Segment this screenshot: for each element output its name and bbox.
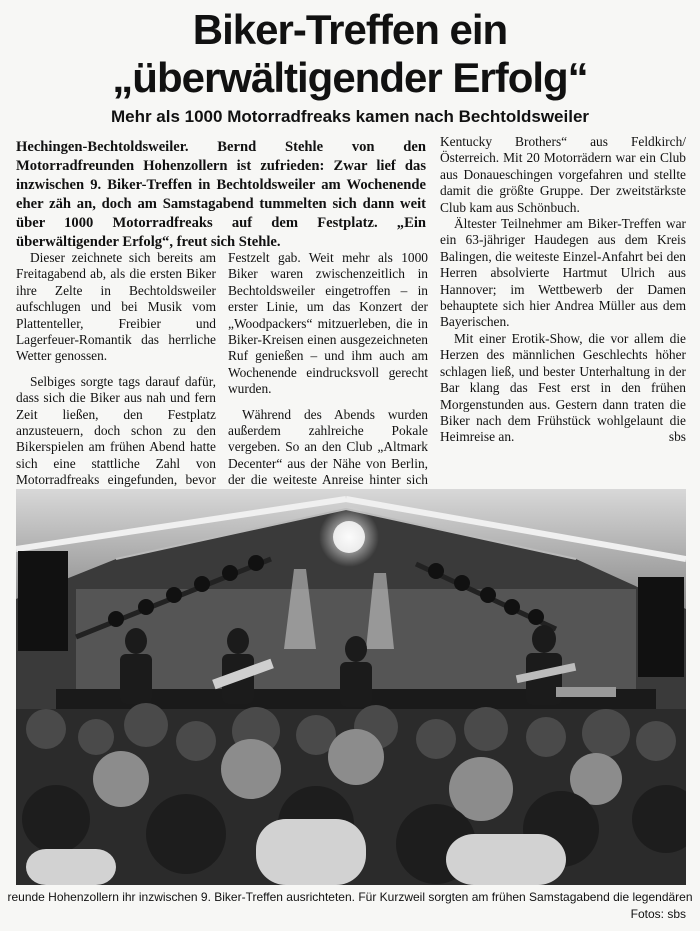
author-signature: sbs [668,429,686,445]
lead-paragraph: Hechingen-Bechtoldsweiler. Bernd Stehle von den Motorradfreunden Hohenzollern ist zufrieden: Zwar lief das inzwischen 9. Biker-Treffen in Bechtoldsweiler am Wochenende eher zäh an, doch am Samstagabend tummelten sich dann weit über 1000 Motorradfreaks auf dem Festplatz. „Ein überwältigender Erfolg“, freut sich Stehle. [16,139,426,250]
photo-caption: reunde Hohenzollern ihr inzwischen 9. Biker-Treffen ausrichteten. Für Kurzweil sorgten am frühen Samstagabend die legendären [7,890,693,904]
article-column-2 [228,250,428,522]
column1-paragraph-2: Selbiges sorgte tags darauf dafür, dass sich die Biker aus nah und fern Zeit ließen, den Festplatz anzusteuern, doch schon zu den Bikerspielen am frühen Abend hatte sich eine stattliche Zahl von Motorradfreaks eingefunden, bevor [16,373,216,488]
headline-line-1: Biker-Treffen ein [192,6,508,53]
column3-paragraph-3 [440,331,686,446]
column3-paragraph-2: Ältester Teilnehmer am Biker-Treffen war ein 63-jähriger Haudegen aus dem Kreis Balingen, die weiteste Einzel-Anfahrt bei den Herren absolvierte Hartmut Ulrich aus Hannover; im Wettbewerb der Damen behauptete sich hier Andrea Müller aus dem Bayerischen. [440,216,686,330]
concert-photo-illustration [16,489,686,885]
article-column-1 [16,250,216,522]
concert-photo [16,489,686,885]
column3-paragraph-1: Kentucky Brothers“ aus Feldkirch/Österreich. Mit 20 Motorrädern war ein Club aus Donaueschingen vorgefahren und stellte damit die größte Gruppe. Der zweitstärkste Club kam aus Schönbuch. [440,134,686,215]
column2-paragraph-2: Während des Abends wurden außerdem zahlreiche Pokale vergeben. So an den Club „Altmark Decenter“ aus der Nähe von Berlin, der die weiteste Anreise hinter sich [228,406,428,488]
headline-line-2: „überwältigender Erfolg“ [112,54,588,101]
subheadline: Mehr als 1000 Motorradfreaks kamen nach Bechtoldsweiler [110,107,590,126]
photo-credit: Fotos: sbs [630,907,686,921]
column1-paragraph-1: Dieser zeichnete sich bereits am Freitagabend ab, als die ersten Biker ihre Zelte in Bechtoldsweiler aufschlugen und bei Musik vom Plattenteller, Freibier und Lagerfeuer-Romantik das herrliche Wetter genossen. [16,250,216,364]
column2-paragraph-1: Festzelt gab. Weit mehr als 1000 Biker waren zwischenzeitlich in Bechtoldsweiler eingetroffen – in erster Linie, um das Konzert der „Woodpackers“ mitzuerleben, die in Biker-Kreisen einen ausgezeichneten Ruf genießen – und ihm auch am Wochenende eindrucksvoll gerecht wurden. [228,250,428,397]
article-column-3 [440,134,686,446]
column3-paragraph-3-text: Mit einer Erotik-Show, die vor allem die Herzen des männlichen Geschlechts höher schlagen ließ, und bester Unterhaltung in der Bar klang das Fest erst in den frühen Morgenstunden aus. Gestern dann traten die Biker nach dem Frühstück wohlgelaunt die Heimreise an. [440,330,686,445]
